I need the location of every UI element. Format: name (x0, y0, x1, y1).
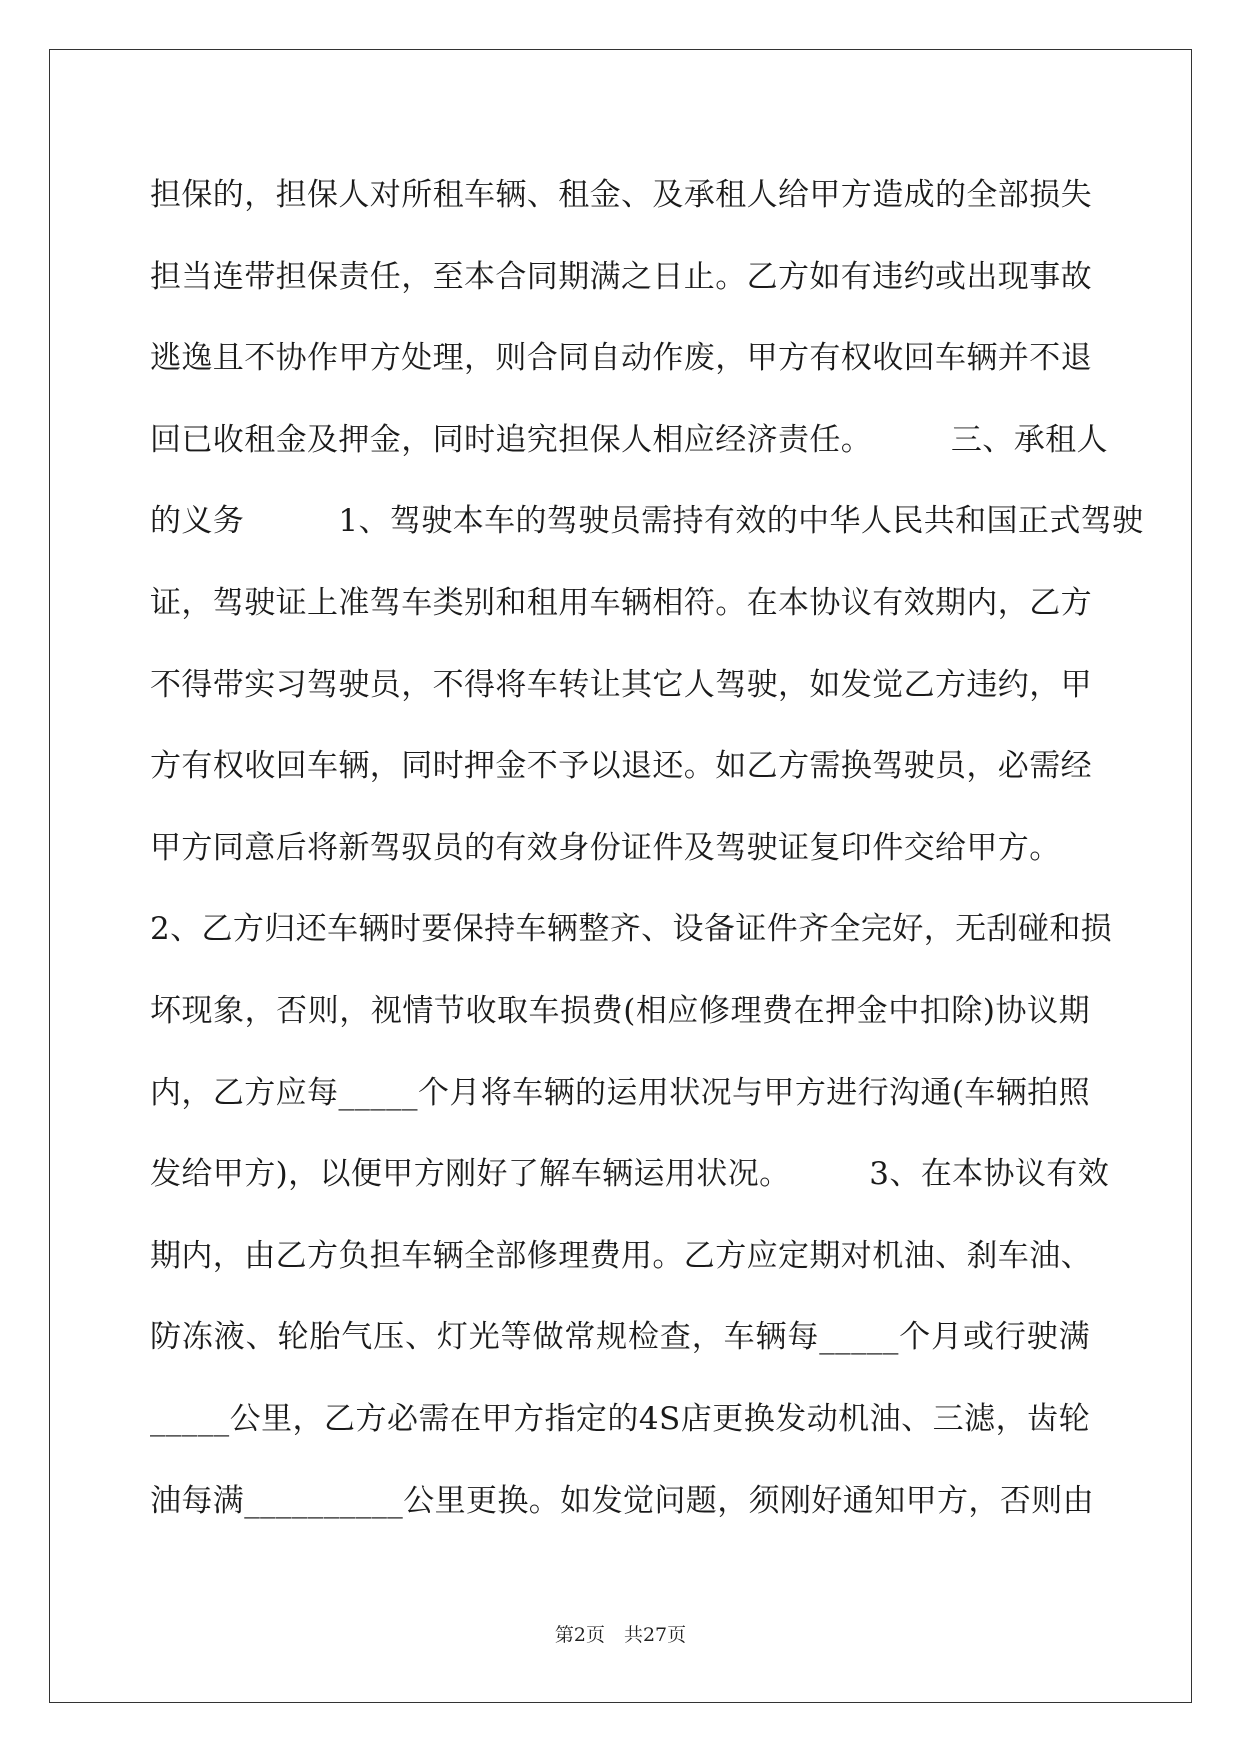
text-line: 方有权收回车辆，同时押金不予以退还。如乙方需换驾驶员，必需经 (150, 748, 1092, 785)
text-line: 担保的，担保人对所租车辆、租金、及承租人给甲方造成的全部损失 (150, 177, 1092, 213)
text-line: 回已收租金及押金，同时追究担保人相应经济责任。 三、承租人 (150, 421, 1108, 458)
text-line: _____公里，乙方必需在甲方指定的4S店更换发动机油、三滤，齿轮 (150, 1400, 1090, 1437)
text-line: 甲方同意后将新驾驭员的有效身份证件及驾驶证复印件交给甲方。 (150, 829, 1061, 866)
text-line: 证，驾驶证上准驾车类别和租用车辆相符。在本协议有效期内，乙方 (150, 584, 1092, 621)
text-line: 发给甲方)，以便甲方刚好了解车辆运用状况。 3、在本协议有效 (150, 1156, 1110, 1193)
text-line: 坏现象，否则，视情节收取车损费(相应修理费在押金中扣除)协议期 (150, 992, 1090, 1029)
text-line: 防冻液、轮胎气压、灯光等做常规检查，车辆每_____个月或行驶满 (150, 1319, 1091, 1356)
text-line: 担当连带担保责任，至本合同期满之日止。乙方如有违约或出现事故 (150, 258, 1092, 295)
text-line: 内，乙方应每_____个月将车辆的运用状况与甲方进行沟通(车辆拍照 (150, 1074, 1090, 1111)
text-line: 2、乙方归还车辆时要保持车辆整齐、设备证件齐全完好，无刮碰和损 (150, 911, 1113, 948)
text-line: 期内，由乙方负担车辆全部修理费用。乙方应定期对机油、刹车油、 (150, 1237, 1092, 1274)
text-line: 油每满__________公里更换。如发觉问题，须刚好通知甲方，否则由 (150, 1482, 1094, 1519)
text-line: 逃逸且不协作甲方处理，则合同自动作废，甲方有权收回车辆并不退 (150, 340, 1092, 377)
page-number-footer: 第2页 共27页 (554, 1624, 687, 1646)
document-body (150, 155, 1144, 1542)
text-line: 不得带实习驾驶员，不得将车转让其它人驾驶，如发觉乙方违约，甲 (150, 666, 1092, 703)
text-line: 的义务 1、驾驶本车的驾驶员需持有效的中华人民共和国正式驾驶 (150, 503, 1144, 540)
